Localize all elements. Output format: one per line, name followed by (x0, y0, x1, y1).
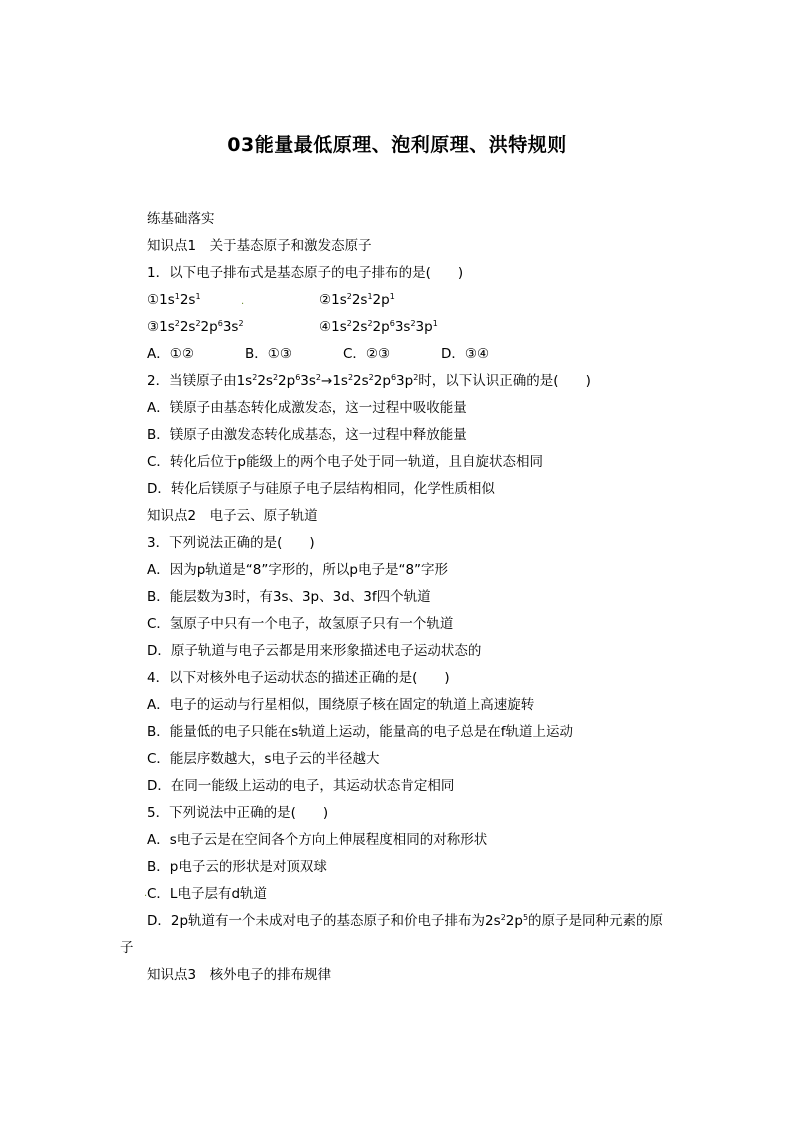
question-4-stem: 4．以下对核外电子运动状态的描述正确的是( ) (147, 670, 450, 686)
knowledge-point-1: 知识点1 关于基态原子和激发态原子 (147, 238, 372, 254)
q1-option-2: $②1s^22s^12p^1$ (319, 292, 395, 308)
q2-option-b: B．镁原子由激发态转化成基态，这一过程中释放能量 (147, 427, 467, 443)
q1-option-1: $①1s^12s^1$ (147, 292, 201, 308)
knowledge-point-2: 知识点2 电子云、原子轨道 (147, 508, 318, 524)
q5-option-c: C．L电子层有d轨道 (147, 886, 268, 902)
q2-option-d: D．转化后镁原子与硅原子电子层结构相同，化学性质相似 (147, 481, 495, 497)
q3-option-a: A．因为p轨道是“8”字形的，所以p电子是“8”字形 (147, 562, 449, 578)
section-heading: 练基础落实 (147, 211, 215, 227)
q2-option-c: C．转化后位于p能级上的两个电子处于同一轨道，且自旋状态相同 (147, 454, 543, 470)
q1-choice-c: C．②③ (343, 346, 391, 362)
q5-option-d-continuation: 子 (120, 940, 134, 956)
stray-mark: . (241, 296, 245, 307)
q4-option-b: B．能量低的电子只能在s轨道上运动，能量高的电子总是在f轨道上运动 (147, 724, 574, 740)
q5-option-b: B．p电子云的形状是对顶双球 (147, 859, 327, 875)
q1-option-4: $④1s^22s^22p^63s^23p^1$ (319, 319, 438, 335)
q5-option-d: D．2p轨道有一个未成对电子的基态原子和价电子排布为$2s^22p^5$的原子是同种元素的原 (147, 913, 664, 929)
question-1-options-row-2 (147, 318, 647, 336)
q5-option-a: A．s电子云是在空间各个方向上伸展程度相同的对称形状 (147, 832, 488, 848)
knowledge-point-3: 知识点3 核外电子的排布规律 (147, 967, 332, 983)
question-1-options-row-1 (147, 291, 647, 309)
q3-option-d: D．原子轨道与电子云都是用来形象描述电子运动状态的 (147, 643, 482, 659)
question-2-stem: 2．当镁原子由$1s^22s^22p^63s^2\to 1s^22s^22p^63p^2$时，以下认识正确的是( ) (147, 373, 591, 389)
q1-choice-d: D．③④ (441, 346, 490, 362)
q2-option-a: A．镁原子由基态转化成激发态，这一过程中吸收能量 (147, 400, 467, 416)
question-5-stem: 5．下列说法中正确的是( ) (147, 805, 329, 821)
q1-choice-b: B．①③ (245, 346, 292, 362)
q1-option-3: $③1s^22s^22p^63s^2$ (147, 319, 244, 335)
q3-option-c: C．氢原子中只有一个电子，故氢原子只有一个轨道 (147, 616, 454, 632)
question-1-stem: 1．以下电子排布式是基态原子的电子排布的是( ) (147, 265, 464, 281)
q4-option-c: C．能层序数越大，s电子云的半径越大 (147, 751, 380, 767)
q4-option-d: D．在同一能级上运动的电子，其运动状态肯定相同 (147, 778, 455, 794)
q3-option-b: B．能层数为3时，有3s、3p、3d、3f四个轨道 (147, 589, 431, 605)
stray-mark: . (144, 888, 148, 899)
q1-choice-a: A．①② (147, 346, 194, 362)
q4-option-a: A．电子的运动与行星相似，围绕原子核在固定的轨道上高速旋转 (147, 697, 535, 713)
page-title: 03能量最低原理、泡利原理、洪特规则 (227, 134, 567, 156)
question-1-choices (147, 345, 647, 363)
question-3-stem: 3．下列说法正确的是( ) (147, 535, 315, 551)
